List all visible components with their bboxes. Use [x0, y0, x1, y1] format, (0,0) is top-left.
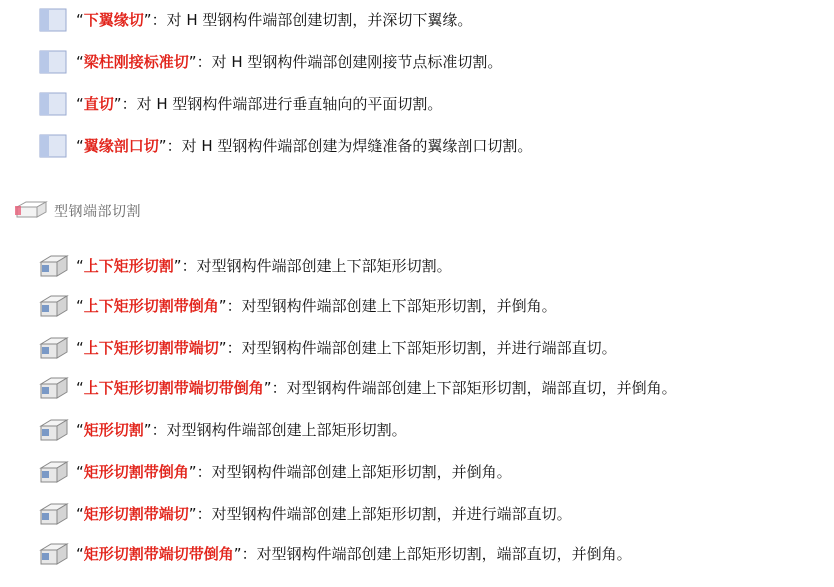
list-item-rect-cut: “矩形切割”：对型钢构件端部创建上部矩形切割。	[38, 416, 407, 444]
list-item-rect-cut-end-cut-chamfer: “矩形切割带端切带倒角”：对型钢构件端部创建上部矩形切割，端部直切，并倒角。	[38, 540, 632, 568]
flange-cut-icon	[38, 91, 70, 117]
command-description: ：对型钢构件端部创建上部矩形切割。	[151, 421, 407, 439]
command-name: 翼缘剖口切	[83, 137, 159, 155]
command-description: ：对型钢构件端部创建上部矩形切割，端部直切，并倒角。	[241, 545, 632, 563]
command-name: 上下矩形切割带端切	[83, 339, 219, 357]
list-item-top-bottom-rect-cut-chamfer: “上下矩形切割带倒角”：对型钢构件端部创建上下部矩形切割，并倒角。	[38, 292, 557, 320]
command-name: 矩形切割带倒角	[83, 463, 189, 481]
list-item-bottom-flange-cut: “下翼缘切”：对 H 型钢构件端部创建切割，并深切下翼缘。	[38, 6, 472, 34]
rect-cut-icon	[38, 501, 70, 527]
command-description: ：对 H 型钢构件端部创建为焊缝准备的翼缘剖口切割。	[166, 137, 533, 155]
list-item-top-bottom-rect-cut-end-cut: “上下矩形切割带端切”：对型钢构件端部创建上下部矩形切割，并进行端部直切。	[38, 334, 617, 362]
rect-cut-icon	[38, 375, 70, 401]
rect-cut-icon	[38, 335, 70, 361]
command-name: 矩形切割	[83, 421, 144, 439]
command-name: 上下矩形切割带倒角	[83, 297, 219, 315]
command-description: ：对 H 型钢构件端部创建切割，并深切下翼缘。	[151, 11, 473, 29]
list-item-rect-cut-end-cut: “矩形切割带端切”：对型钢构件端部创建上部矩形切割，并进行端部直切。	[38, 500, 572, 528]
command-description: ：对型钢构件端部创建上下部矩形切割。	[181, 257, 452, 275]
list-item-rect-cut-chamfer: “矩形切割带倒角”：对型钢构件端部创建上部矩形切割，并倒角。	[38, 458, 512, 486]
command-name: 下翼缘切	[83, 11, 144, 29]
command-name: 矩形切割带端切	[83, 505, 189, 523]
rect-cut-icon	[38, 253, 70, 279]
list-item-top-bottom-rect-cut: “上下矩形切割”：对型钢构件端部创建上下部矩形切割。	[38, 252, 452, 280]
section-title: 型钢端部切割	[54, 204, 141, 220]
command-description: ：对型钢构件端部创建上下部矩形切割，端部直切，并倒角。	[271, 379, 677, 397]
list-item-top-bottom-rect-cut-end-cut-chamfer: “上下矩形切割带端切带倒角”：对型钢构件端部创建上下部矩形切割，端部直切，并倒角。	[38, 374, 677, 402]
end-cut-section-icon	[14, 199, 48, 223]
section-header	[14, 199, 141, 223]
command-description: ：对型钢构件端部创建上部矩形切割，并倒角。	[196, 463, 512, 481]
command-name: 上下矩形切割带端切带倒角	[83, 379, 264, 397]
list-item-flange-bevel-cut: “翼缘剖口切”：对 H 型钢构件端部创建为焊缝准备的翼缘剖口切割。	[38, 132, 532, 160]
command-description: ：对型钢构件端部创建上部矩形切割，并进行端部直切。	[196, 505, 572, 523]
rect-cut-icon	[38, 459, 70, 485]
list-item-straight-cut: “直切”：对 H 型钢构件端部进行垂直轴向的平面切割。	[38, 90, 442, 118]
rect-cut-icon	[38, 293, 70, 319]
command-description: ：对 H 型钢构件端部创建刚接节点标准切割。	[196, 53, 503, 71]
command-name: 矩形切割带端切带倒角	[83, 545, 234, 563]
command-name: 上下矩形切割	[83, 257, 174, 275]
flange-cut-icon	[38, 133, 70, 159]
rect-cut-icon	[38, 417, 70, 443]
command-description: ：对型钢构件端部创建上下部矩形切割，并进行端部直切。	[226, 339, 617, 357]
flange-cut-icon	[38, 49, 70, 75]
command-name: 直切	[83, 95, 114, 113]
command-description: ：对型钢构件端部创建上下部矩形切割，并倒角。	[226, 297, 557, 315]
command-description: ：对 H 型钢构件端部进行垂直轴向的平面切割。	[121, 95, 443, 113]
flange-cut-icon	[38, 7, 70, 33]
list-item-rigid-joint-cut: “梁柱刚接标准切”：对 H 型钢构件端部创建刚接节点标准切割。	[38, 48, 502, 76]
command-name: 梁柱刚接标准切	[83, 53, 189, 71]
rect-cut-icon	[38, 541, 70, 567]
